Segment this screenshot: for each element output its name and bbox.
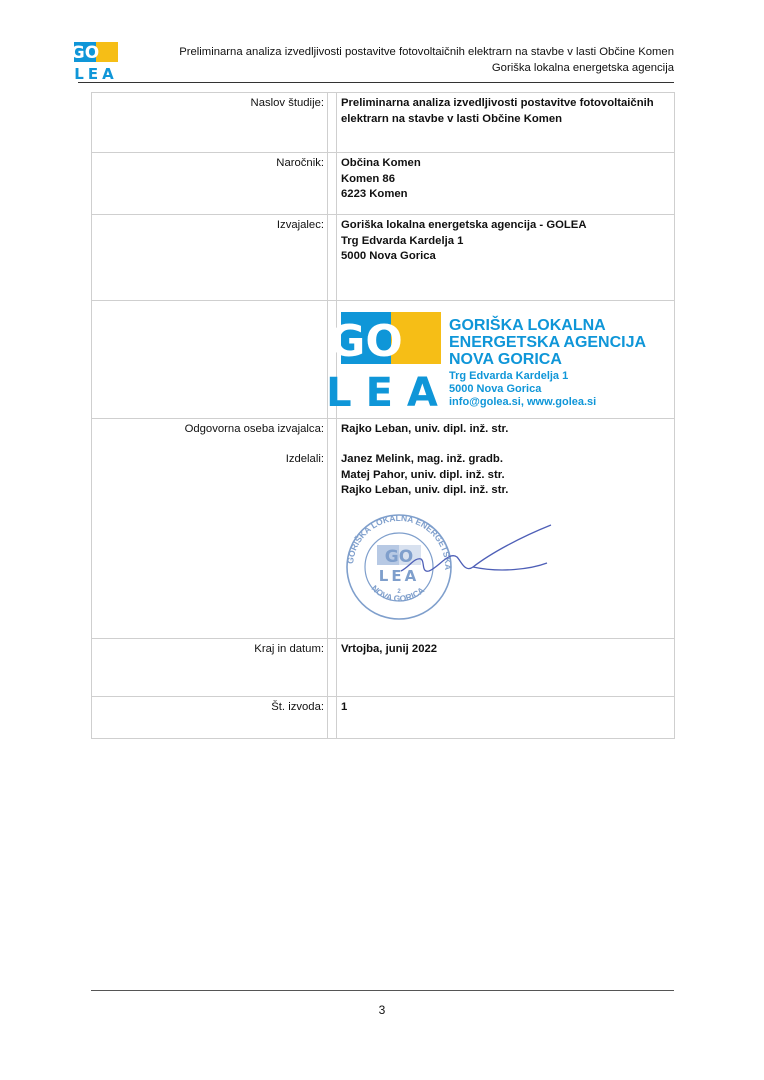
label-kraj: Kraj in datum: [92,638,328,696]
row-izvajalec [92,215,675,301]
label-izdelali: Izdelali: [285,453,324,465]
label-naslov: Naslov študije: [92,93,328,153]
svg-text:LEA: LEA [326,370,452,416]
row-izvod [92,696,675,738]
svg-text:GO: GO [70,43,100,63]
value-izvod: 1 [337,696,675,738]
svg-text:ENERGETSKA AGENCIJA: ENERGETSKA AGENCIJA [449,334,647,351]
svg-text:GORIŠKA LOKALNA ENERGETSKA AGE: GORIŠKA LOKALNA ENERGETSKA [345,512,454,570]
row-narocnik [92,153,675,215]
svg-text:LEA: LEA [378,566,420,585]
header-agency: Goriška lokalna energetska agencija [491,62,674,74]
svg-text:GO: GO [329,316,403,367]
svg-text:info@golea.si, www.golea.si: info@golea.si, www.golea.si [449,396,597,408]
value-izdelali-1: Janez Melink, mag. inž. gradb. [341,453,503,465]
svg-text:NOVA GORICA: NOVA GORICA [449,351,562,368]
page-number: 3 [378,1003,386,1017]
label-odgovorna: Odgovorna oseba izvajalca: [184,422,324,435]
header-text [179,44,674,76]
row-osebe [92,418,675,638]
label-izvod: Št. izvoda: [92,696,328,738]
svg-text:5000 Nova Gorica: 5000 Nova Gorica [449,383,542,395]
row-kraj [92,638,675,696]
header-divider [78,82,674,83]
golea-logo [326,312,647,416]
value-logo [326,301,675,419]
footer-divider [91,990,674,991]
stamp-and-signature [341,507,601,627]
svg-text:2: 2 [397,588,401,595]
svg-text:GORIŠKA LOKALNA: GORIŠKA LOKALNA [449,317,606,334]
value-izdelali-3: Rajko Leban, univ. dipl. inž. str. [341,484,509,496]
study-info-table [91,92,675,739]
row-naslov [92,93,675,153]
value-narocnik: Občina Komen Komen 86 6223 Komen [337,153,675,215]
page-header [72,40,674,86]
svg-text:GO: GO [384,546,414,567]
row-logo [92,301,675,419]
label-izvajalec: Izvajalec: [92,215,328,301]
header-title: Preliminarna analiza izvedljivosti postavitve fotovoltaičnih elektrarn na stavbe v lasti Občine Komen [179,46,674,58]
svg-text:Trg Edvarda Kardelja 1: Trg Edvarda Kardelja 1 [449,370,569,382]
golea-logo-small [70,42,118,83]
value-kraj: Vrtojba, junij 2022 [337,638,675,696]
value-odgovorna: Rajko Leban, univ. dipl. inž. str. [341,422,509,435]
value-izvajalec: Goriška lokalna energetska agencija - GOLEA Trg Edvarda Kardelja 1 5000 Nova Gorica [337,215,675,301]
svg-text:NOVA GORICA: NOVA GORICA [369,582,427,604]
label-narocnik: Naročnik: [92,153,328,215]
svg-text:LEA: LEA [74,65,118,83]
value-izdelali-2: Matej Pahor, univ. dipl. inž. str. [341,468,505,481]
value-naslov: Preliminarna analiza izvedljivosti postavitve fotovoltaičnih elektrarn na stavbe v lasti Občine Komen [337,93,675,153]
